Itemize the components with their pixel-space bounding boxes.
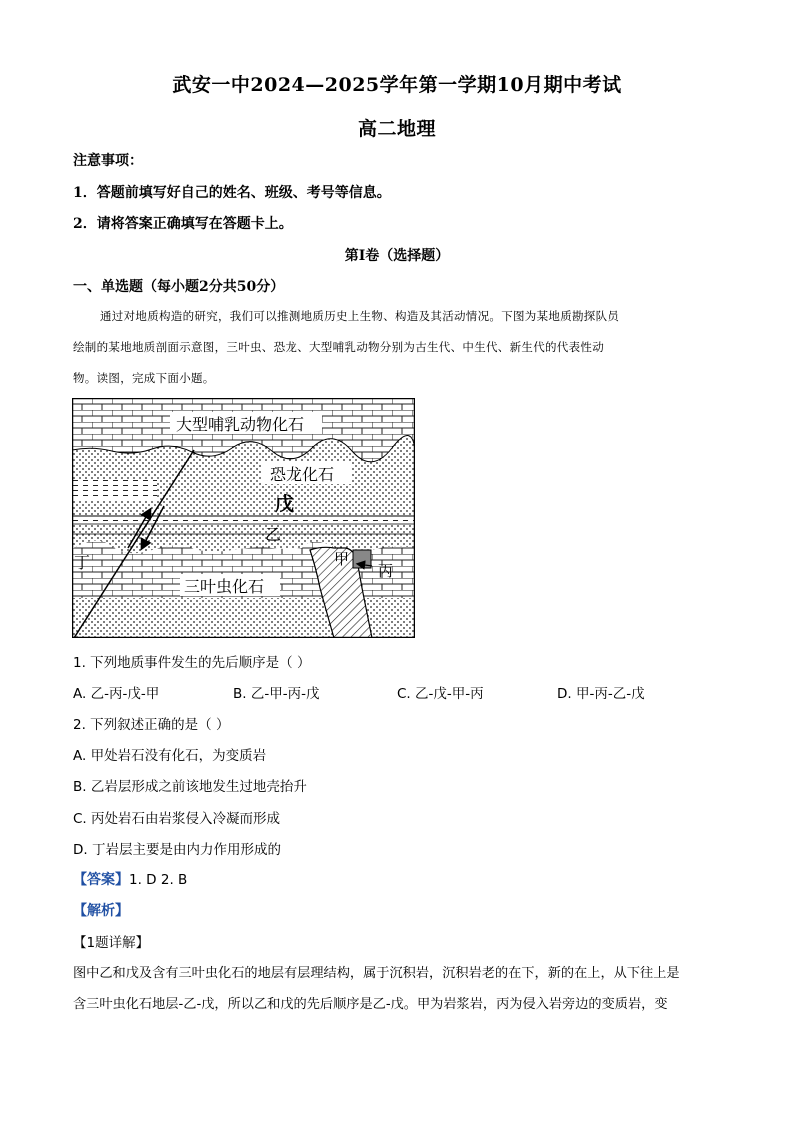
notes-item-2: 2．请将答案正确填写在答题卡上。: [73, 216, 293, 232]
analysis-label: 【解析】: [73, 903, 129, 919]
q2-option-a[interactable]: A. 甲处岩石没有化石，为变质岩: [73, 748, 267, 764]
intro-line-1: 通过对地质构造的研究，我们可以推测地质历史上生物、构造及其活动情况。下图为某地质勘探队员: [100, 309, 620, 323]
intro-line-3: 物。读图，完成下面小题。: [73, 371, 215, 385]
label-ding: 丁: [74, 553, 91, 572]
label-jia: 甲: [334, 550, 350, 568]
q2-option-b[interactable]: B. 乙岩层形成之前该地发生过地壳抬升: [73, 779, 307, 795]
q2-option-d[interactable]: D. 丁岩层主要是由内力作用形成的: [73, 842, 281, 858]
q1-option-a[interactable]: A. 乙-丙-戊-甲: [73, 686, 160, 702]
analysis-detail-heading: 【1题详解】: [73, 935, 150, 951]
q1-option-b[interactable]: B. 乙-甲-丙-戊: [233, 686, 320, 702]
notes-heading: 注意事项：: [73, 153, 143, 169]
answer-row: [73, 869, 187, 889]
label-mammal-fossil: 大型哺乳动物化石: [176, 415, 305, 434]
analysis-line-2: 含三叶虫化石地层-乙-戊，所以乙和戊的先后顺序是乙-戊。甲为岩浆岩，丙为侵入岩旁边的变质岩，变: [73, 997, 668, 1012]
label-trilobite-fossil: 三叶虫化石: [184, 577, 265, 596]
intro-line-2: 绘制的某地地质剖面示意图，三叶虫、恐龙、大型哺乳动物分别为古生代、中生代、新生代的代表性动: [73, 340, 604, 354]
label-bing: 丙: [378, 562, 394, 580]
label-yi: 乙: [265, 525, 282, 544]
volume-title: 第I卷（选择题）: [344, 248, 450, 264]
question-2-stem: 2. 下列叙述正确的是（ ）: [73, 717, 230, 733]
part-title: 一、单选题（每小题2分共50分）: [73, 279, 285, 295]
notes-item-1: 1．答题前填写好自己的姓名、班级、考号等信息。: [73, 185, 391, 201]
q1-option-c[interactable]: C. 乙-戊-甲-丙: [397, 686, 484, 702]
label-wu: 戊: [275, 493, 295, 515]
q1-option-d[interactable]: D. 甲-丙-乙-戊: [557, 686, 645, 702]
label-dinosaur-fossil: 恐龙化石: [270, 465, 335, 484]
q2-option-c[interactable]: C. 丙处岩石由岩浆侵入冷凝而形成: [73, 811, 281, 827]
answer-text: 1. D 2. B: [129, 872, 188, 888]
subject-title: 高二地理: [357, 118, 436, 140]
geologic-profile-figure: [72, 398, 415, 638]
analysis-line-1: 图中乙和戊及含有三叶虫化石的地层有层理结构，属于沉积岩，沉积岩老的在下，新的在上，从下往上是: [73, 966, 680, 981]
question-1-stem: 1. 下列地质事件发生的先后顺序是（ ）: [73, 655, 311, 671]
answer-label: 【答案】: [73, 872, 129, 888]
exam-title: 武安一中2024—2025学年第一学期10月期中考试: [172, 74, 622, 96]
